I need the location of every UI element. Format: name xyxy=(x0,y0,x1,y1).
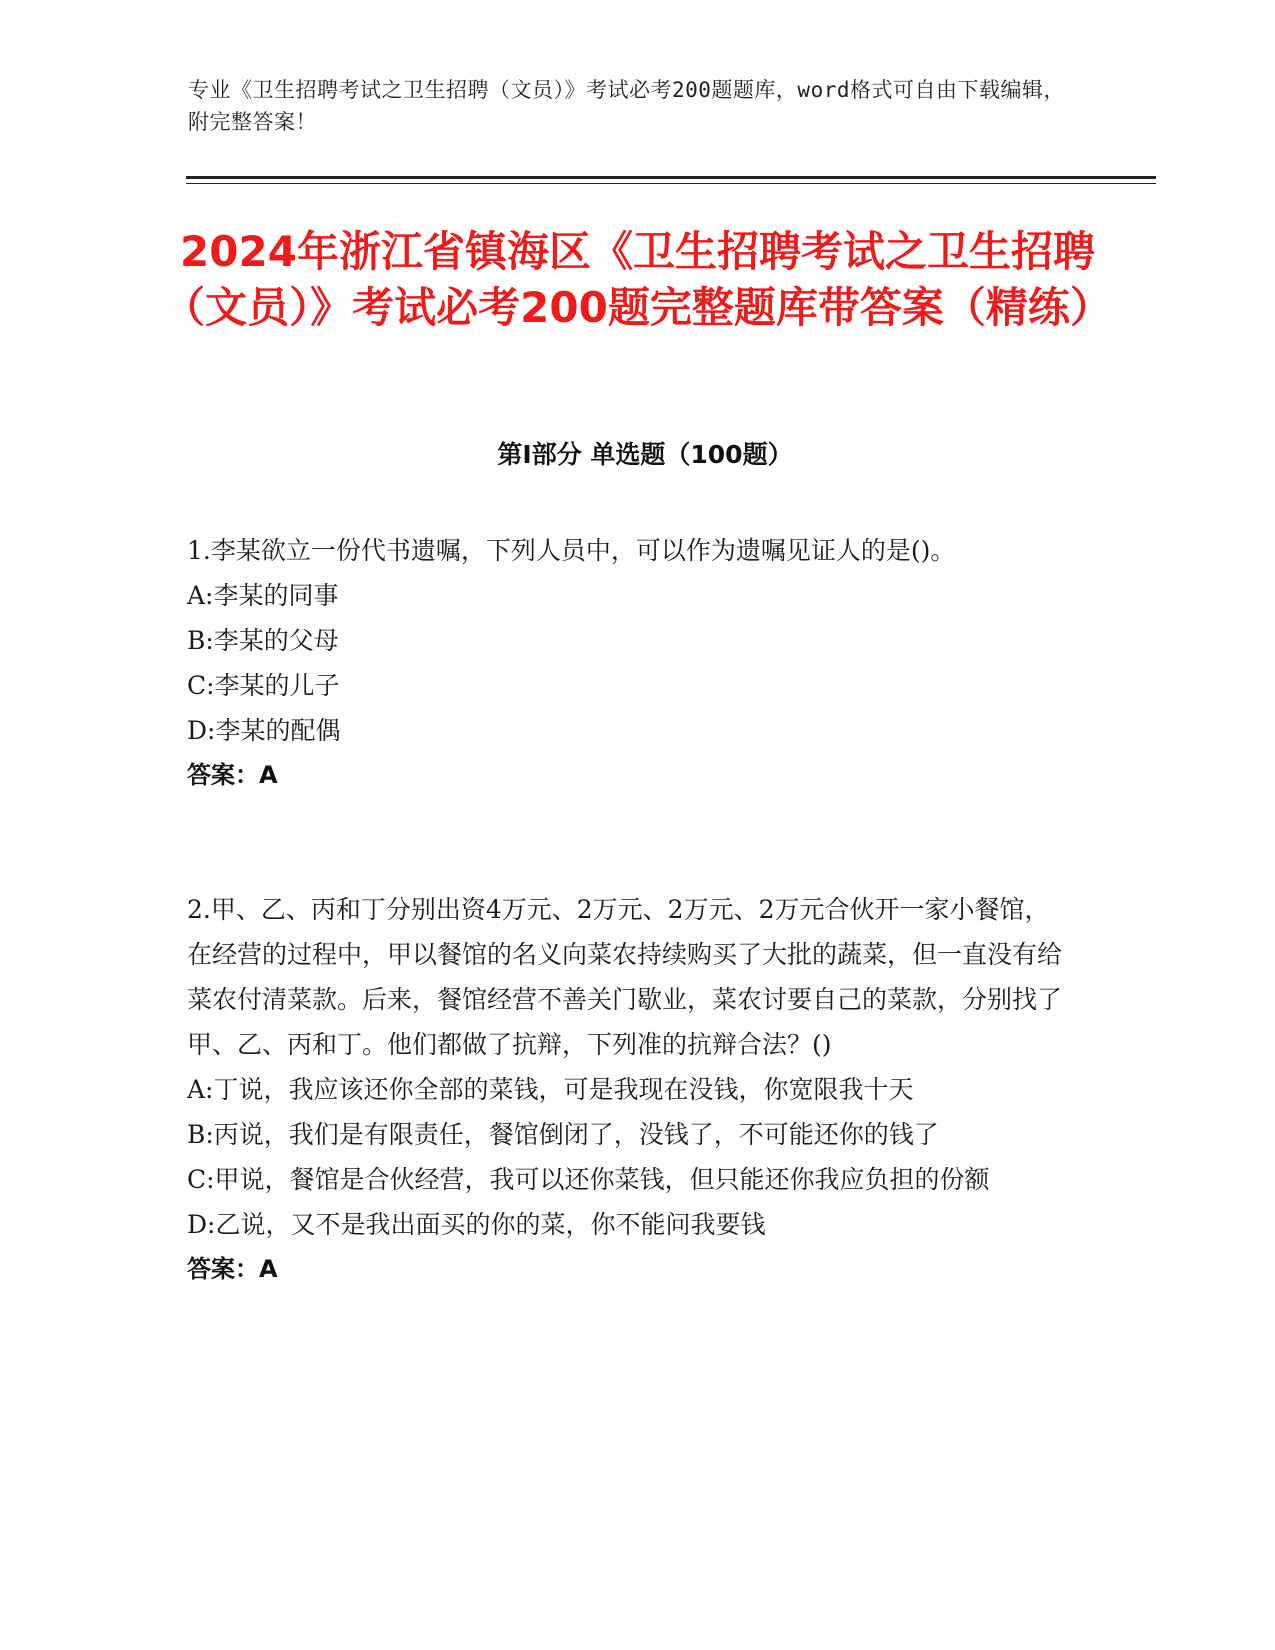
option-a: A:丁说，我应该还你全部的菜钱，可是我现在没钱，你宽限我十天 xyxy=(187,1075,914,1104)
option-c: C:甲说，餐馆是合伙经营，我可以还你菜钱，但只能还你我应负担的份额 xyxy=(187,1165,990,1194)
header-note: 专业《卫生招聘考试之卫生招聘（文员）》考试必考200题题库，word格式可自由下载编辑，附完整答案！ xyxy=(188,78,1065,134)
option-d: D:乙说，又不是我出面买的你的菜，你不能问我要钱 xyxy=(187,1210,766,1239)
question-stem: 1.李某欲立一份代书遗嘱，下列人员中，可以作为遗嘱见证人的是()。 xyxy=(187,536,956,565)
question-2 xyxy=(187,887,1067,1292)
question-stem: 2.甲、乙、丙和丁分别出资4万元、2万元、2万元、2万元合伙开一家小餐馆，在经营的过程中，甲以餐馆的名义向菜农持续购买了大批的蔬菜，但一直没有给菜农付清菜款。后来，餐馆经营不善关门歇业，菜农讨要自己的菜款，分别找了甲、乙、丙和丁。他们都做了抗辩，下列准的抗辩合法？() xyxy=(187,895,1063,1059)
option-d: D:李某的配偶 xyxy=(187,716,341,745)
header-divider-thin xyxy=(186,183,1156,184)
question-answer: 答案：A xyxy=(187,761,278,789)
option-c: C:李某的儿子 xyxy=(187,671,340,700)
document-title: 2024年浙江省镇海区《卫生招聘考试之卫生招聘（文员）》考试必考200题完整题库带答案（精练） xyxy=(163,227,1112,332)
question-answer: 答案：A xyxy=(187,1255,278,1283)
option-a: A:李某的同事 xyxy=(187,581,339,610)
header-divider-thick xyxy=(186,176,1156,179)
option-b: B:丙说，我们是有限责任，餐馆倒闭了，没钱了，不可能还你的钱了 xyxy=(187,1120,939,1149)
section-title: 第Ⅰ部分 单选题（100题） xyxy=(497,440,793,469)
option-b: B:李某的父母 xyxy=(187,626,339,655)
question-1 xyxy=(187,528,1067,798)
